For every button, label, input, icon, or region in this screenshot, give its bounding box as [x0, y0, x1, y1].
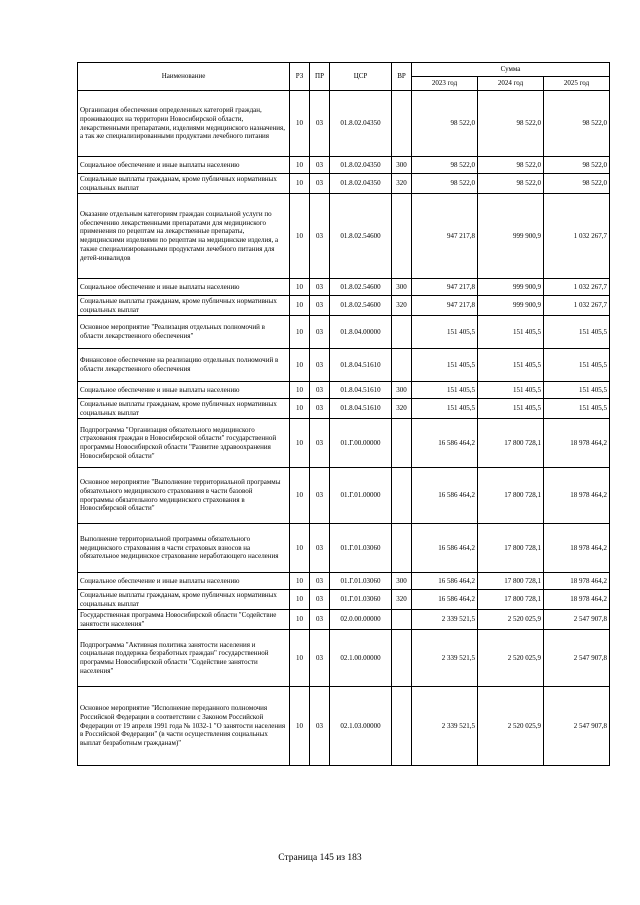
row-value-2023: 98 522,0: [412, 91, 478, 157]
row-rz: 10: [290, 296, 310, 316]
row-value-2023: 98 522,0: [412, 174, 478, 194]
row-vr: [392, 349, 412, 382]
row-value-2025: 151 405,5: [544, 382, 610, 399]
row-csr: 01.8.02.04350: [330, 157, 392, 174]
row-value-2023: 947 217,8: [412, 296, 478, 316]
header-csr: ЦСР: [330, 63, 392, 91]
row-value-2025: 18 978 464,2: [544, 590, 610, 610]
row-rz: 10: [290, 590, 310, 610]
table-row: [78, 630, 610, 687]
row-csr: 01.8.02.54600: [330, 279, 392, 296]
table-row: [78, 316, 610, 349]
row-name: Социальные выплаты гражданам, кроме публичных нормативных социальных выплат: [78, 296, 290, 316]
table-row: [78, 349, 610, 382]
row-csr: 02.1.00.00000: [330, 630, 392, 687]
row-name: Социальное обеспечение и иные выплаты населению: [78, 157, 290, 174]
row-vr: 320: [392, 174, 412, 194]
row-value-2024: 17 800 728,1: [478, 468, 544, 524]
row-value-2024: 151 405,5: [478, 349, 544, 382]
row-value-2025: 18 978 464,2: [544, 573, 610, 590]
header-year-2023: 2023 год: [412, 77, 478, 91]
row-value-2025: 18 978 464,2: [544, 419, 610, 468]
row-vr: [392, 194, 412, 279]
row-rz: 10: [290, 382, 310, 399]
row-value-2025: 98 522,0: [544, 157, 610, 174]
row-csr: 01.Г.01.03060: [330, 573, 392, 590]
row-pr: 03: [310, 382, 330, 399]
row-name: Основное мероприятие "Реализация отдельных полномочий в области лекарственного обеспечения": [78, 316, 290, 349]
row-name: Финансовое обеспечение на реализацию отдельных полномочий в области лекарственного обеспечения: [78, 349, 290, 382]
row-value-2023: 16 586 464,2: [412, 590, 478, 610]
header-vr: ВР: [392, 63, 412, 91]
row-rz: 10: [290, 573, 310, 590]
row-value-2023: 2 339 521,5: [412, 610, 478, 630]
row-value-2024: 17 800 728,1: [478, 419, 544, 468]
page-number: Страница 145 из 183: [278, 853, 362, 863]
header-year-2025: 2025 год: [544, 77, 610, 91]
row-value-2025: 151 405,5: [544, 399, 610, 419]
row-vr: 300: [392, 157, 412, 174]
row-rz: 10: [290, 349, 310, 382]
table-row: [78, 590, 610, 610]
row-name: Социальное обеспечение и иные выплаты населению: [78, 279, 290, 296]
row-value-2025: 1 032 267,7: [544, 279, 610, 296]
row-value-2024: 98 522,0: [478, 91, 544, 157]
table-row: [78, 524, 610, 573]
table-row: [78, 419, 610, 468]
row-rz: 10: [290, 157, 310, 174]
row-rz: 10: [290, 468, 310, 524]
row-pr: 03: [310, 296, 330, 316]
row-value-2023: 2 339 521,5: [412, 630, 478, 687]
row-value-2025: 1 032 267,7: [544, 296, 610, 316]
row-value-2025: 18 978 464,2: [544, 468, 610, 524]
row-value-2024: 151 405,5: [478, 399, 544, 419]
row-value-2025: 151 405,5: [544, 349, 610, 382]
row-name: Организация обеспечения определенных категорий граждан, проживающих на территории Новосибирской области, лекарственными препаратами, изделиями медицинского назначения, а так же специализированными продуктами лечебного питания: [78, 91, 290, 157]
row-pr: 03: [310, 349, 330, 382]
row-csr: 01.Г.00.00000: [330, 419, 392, 468]
row-value-2023: 98 522,0: [412, 157, 478, 174]
row-csr: 01.8.02.04350: [330, 174, 392, 194]
table-row: [78, 296, 610, 316]
row-pr: 03: [310, 91, 330, 157]
budget-table: [77, 62, 610, 766]
row-value-2024: 17 800 728,1: [478, 590, 544, 610]
row-csr: 01.8.02.54600: [330, 194, 392, 279]
row-value-2023: 16 586 464,2: [412, 468, 478, 524]
row-value-2025: 1 032 267,7: [544, 194, 610, 279]
header-rz: РЗ: [290, 63, 310, 91]
row-value-2023: 16 586 464,2: [412, 524, 478, 573]
row-value-2024: 98 522,0: [478, 174, 544, 194]
row-vr: [392, 419, 412, 468]
row-rz: 10: [290, 316, 310, 349]
row-name: Социальные выплаты гражданам, кроме публичных нормативных социальных выплат: [78, 399, 290, 419]
row-pr: 03: [310, 194, 330, 279]
row-pr: 03: [310, 524, 330, 573]
row-pr: 03: [310, 573, 330, 590]
row-value-2023: 947 217,8: [412, 194, 478, 279]
table-row: [78, 174, 610, 194]
row-vr: [392, 316, 412, 349]
row-name: Социальные выплаты гражданам, кроме публичных нормативных социальных выплат: [78, 590, 290, 610]
row-value-2024: 999 900,9: [478, 194, 544, 279]
row-csr: 01.8.02.04350: [330, 91, 392, 157]
row-name: Подпрограмма "Организация обязательного медицинского страхования граждан в Новосибирской области" государственной программы Новосибирской области "Развитие здравоохранения Новосибирской области": [78, 419, 290, 468]
row-value-2024: 999 900,9: [478, 296, 544, 316]
row-csr: 01.Г.01.00000: [330, 468, 392, 524]
row-rz: 10: [290, 687, 310, 766]
row-vr: [392, 687, 412, 766]
header-pr: ПР: [310, 63, 330, 91]
row-value-2023: 151 405,5: [412, 399, 478, 419]
row-rz: 10: [290, 91, 310, 157]
table-row: [78, 468, 610, 524]
row-value-2024: 2 520 025,9: [478, 687, 544, 766]
row-value-2024: 2 520 025,9: [478, 630, 544, 687]
row-value-2023: 151 405,5: [412, 316, 478, 349]
row-name: Социальное обеспечение и иные выплаты населению: [78, 382, 290, 399]
row-vr: [392, 91, 412, 157]
row-value-2024: 2 520 025,9: [478, 610, 544, 630]
row-value-2023: 2 339 521,5: [412, 687, 478, 766]
row-value-2023: 151 405,5: [412, 349, 478, 382]
row-rz: 10: [290, 524, 310, 573]
row-rz: 10: [290, 194, 310, 279]
row-pr: 03: [310, 316, 330, 349]
row-vr: 320: [392, 296, 412, 316]
row-vr: 300: [392, 279, 412, 296]
row-name: Подпрограмма "Активная политика занятости населения и социальная поддержка безработных граждан" государственной программы Новосибирской области "Содействие занятости населения": [78, 630, 290, 687]
row-value-2024: 98 522,0: [478, 157, 544, 174]
table-body: [78, 91, 610, 766]
table-row: [78, 279, 610, 296]
row-value-2024: 151 405,5: [478, 382, 544, 399]
row-vr: 320: [392, 590, 412, 610]
row-value-2024: 17 800 728,1: [478, 524, 544, 573]
row-value-2025: 2 547 907,8: [544, 610, 610, 630]
table-row: [78, 157, 610, 174]
row-value-2025: 2 547 907,8: [544, 630, 610, 687]
row-rz: 10: [290, 279, 310, 296]
row-vr: [392, 630, 412, 687]
row-csr: 01.Г.01.03060: [330, 524, 392, 573]
row-rz: 10: [290, 174, 310, 194]
header-year-2024: 2024 год: [478, 77, 544, 91]
table-row: [78, 194, 610, 279]
row-value-2023: 16 586 464,2: [412, 419, 478, 468]
row-value-2025: 2 547 907,8: [544, 687, 610, 766]
row-csr: 01.Г.01.03060: [330, 590, 392, 610]
row-vr: 320: [392, 399, 412, 419]
row-name: Основное мероприятие "Исполнение переданного полномочия Российской Федерации в соответствии с Законом Российской Федерации от 19 апреля 1991 года № 1032-1 "О занятости населения в Российской Федерации" (в части осуществления социальных выплат безработным гражданам)": [78, 687, 290, 766]
table-row: [78, 382, 610, 399]
row-value-2024: 151 405,5: [478, 316, 544, 349]
row-csr: 01.8.04.51610: [330, 399, 392, 419]
row-value-2024: 999 900,9: [478, 279, 544, 296]
header-name: Наименование: [78, 63, 290, 91]
row-value-2023: 151 405,5: [412, 382, 478, 399]
row-rz: 10: [290, 630, 310, 687]
row-name: Социальные выплаты гражданам, кроме публичных нормативных социальных выплат: [78, 174, 290, 194]
row-vr: [392, 610, 412, 630]
row-pr: 03: [310, 630, 330, 687]
row-name: Выполнение территориальной программы обязательного медицинского страхования в части страховых взносов на обязательное медицинское страхование неработающего населения: [78, 524, 290, 573]
row-name: Оказание отдельным категориям граждан социальной услуги по обеспечению лекарственными препаратами для медицинского применения по рецептам на лекарственные препараты, медицинскими изделиями по рецептам на медицинские изделия, а также специализированными продуктами лечебного питания для детей-инвалидов: [78, 194, 290, 279]
row-value-2023: 947 217,8: [412, 279, 478, 296]
row-value-2025: 151 405,5: [544, 316, 610, 349]
row-pr: 03: [310, 419, 330, 468]
row-pr: 03: [310, 174, 330, 194]
row-name: Социальное обеспечение и иные выплаты населению: [78, 573, 290, 590]
row-name: Государственная программа Новосибирской области "Содействие занятости населения": [78, 610, 290, 630]
row-pr: 03: [310, 468, 330, 524]
row-rz: 10: [290, 399, 310, 419]
row-value-2023: 16 586 464,2: [412, 573, 478, 590]
row-vr: [392, 524, 412, 573]
row-csr: 02.1.03.00000: [330, 687, 392, 766]
row-value-2024: 17 800 728,1: [478, 573, 544, 590]
row-vr: 300: [392, 382, 412, 399]
row-csr: 01.8.04.51610: [330, 349, 392, 382]
table-row: [78, 91, 610, 157]
table-row: [78, 687, 610, 766]
row-pr: 03: [310, 399, 330, 419]
table-row: [78, 610, 610, 630]
header-sum: Сумма: [412, 63, 610, 77]
row-pr: 03: [310, 610, 330, 630]
row-vr: 300: [392, 573, 412, 590]
row-pr: 03: [310, 590, 330, 610]
row-rz: 10: [290, 419, 310, 468]
row-vr: [392, 468, 412, 524]
row-csr: 02.0.00.00000: [330, 610, 392, 630]
row-csr: 01.8.02.54600: [330, 296, 392, 316]
table-row: [78, 399, 610, 419]
row-pr: 03: [310, 279, 330, 296]
row-csr: 01.8.04.51610: [330, 382, 392, 399]
row-value-2025: 98 522,0: [544, 91, 610, 157]
row-pr: 03: [310, 157, 330, 174]
row-name: Основное мероприятие "Выполнение территориальной программы обязательного медицинского страхования в части базовой программы обязательного медицинского страхования в Новосибирской области": [78, 468, 290, 524]
row-rz: 10: [290, 610, 310, 630]
row-value-2025: 98 522,0: [544, 174, 610, 194]
table-row: [78, 573, 610, 590]
row-pr: 03: [310, 687, 330, 766]
row-value-2025: 18 978 464,2: [544, 524, 610, 573]
row-csr: 01.8.04.00000: [330, 316, 392, 349]
